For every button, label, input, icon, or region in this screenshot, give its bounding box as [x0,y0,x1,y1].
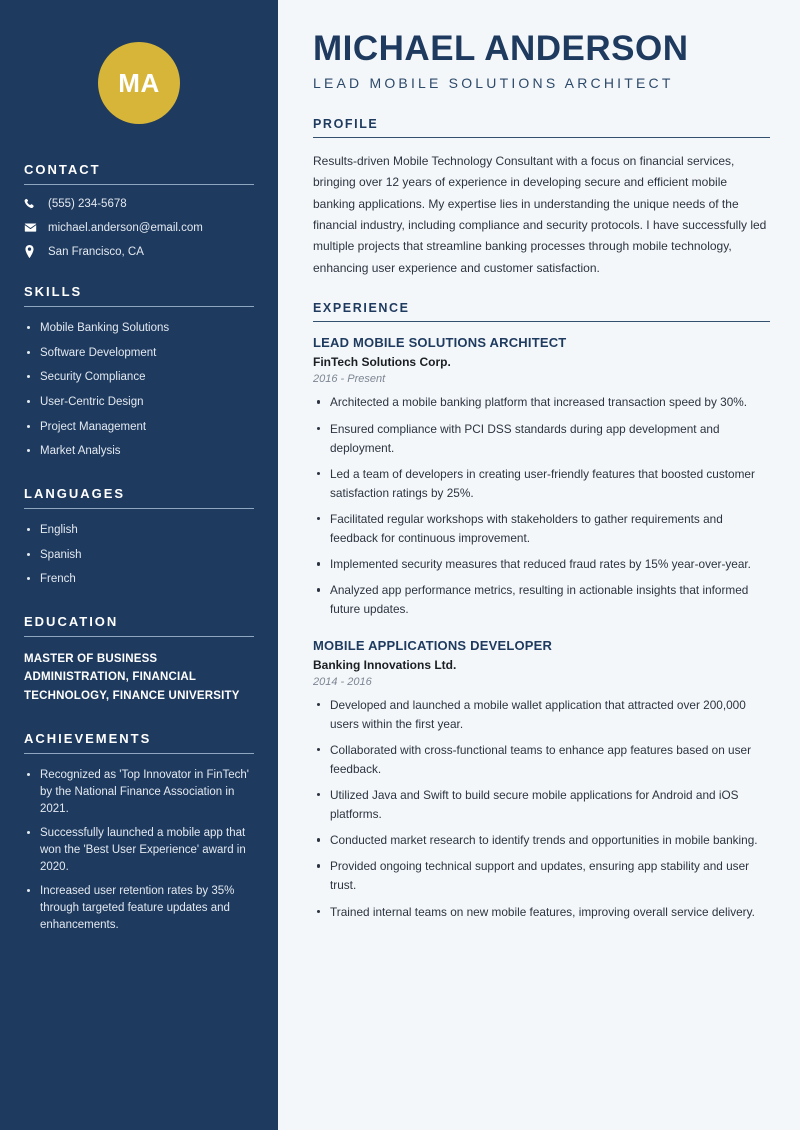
contact-list [24,198,254,258]
contact-item-phone[interactable] [24,198,254,210]
profile-divider [313,137,770,138]
education-divider [24,636,254,637]
education-section [0,614,278,705]
contact-divider [24,184,254,185]
contact-email-value: michael.anderson@email.com [48,221,203,234]
page-title: MICHAEL ANDERSON [313,29,689,68]
experience-divider [313,321,770,322]
sidebar [0,0,278,1130]
envelope-icon [24,221,41,234]
list-item: Led a team of developers in creating user-friendly features that boosted customer satisfaction ratings by 25%. [313,465,770,503]
education-heading: EDUCATION [24,614,119,630]
experience-section [313,301,770,922]
list-item: User-Centric Design [24,394,254,411]
languages-heading: LANGUAGES [24,486,126,502]
contact-section [0,162,278,258]
list-item: Implemented security measures that reduced fraud rates by 15% year-over-year. [313,555,770,574]
experience-entry [313,638,770,922]
profile-heading: PROFILE [313,116,379,131]
column-gap [278,0,285,1130]
experience-bullet-list [313,393,770,619]
list-item: Market Analysis [24,443,254,460]
profile-section [313,117,770,280]
list-item: Utilized Java and Swift to build secure mobile applications for Android and iOS platforms. [313,786,770,824]
contact-phone-value: (555) 234-5678 [48,198,127,210]
experience-dates: 2016 - Present [313,373,386,386]
list-item: Security Compliance [24,369,254,386]
professional-title: LEAD MOBILE SOLUTIONS ARCHITECT [313,74,674,91]
experience-dates: 2014 - 2016 [313,675,372,688]
achievements-divider [24,753,254,754]
contact-heading: CONTACT [24,162,101,177]
avatar-container [0,0,278,162]
education-entry: MASTER OF BUSINESS ADMINISTRATION, FINANCIAL TECHNOLOGY, FINANCE UNIVERSITY [24,653,240,702]
list-item: Architected a mobile banking platform that increased transaction speed by 30%. [313,393,770,412]
list-item: Recognized as 'Top Innovator in FinTech' by the National Finance Association in 2021. [24,767,254,817]
list-item: Conducted market research to identify trends and opportunities in mobile banking. [313,831,770,850]
list-item: Increased user retention rates by 35% through targeted feature updates and enhancements. [24,883,254,933]
list-item: English [24,522,254,539]
languages-divider [24,508,254,509]
list-item: Software Development [24,345,254,362]
list-item: Facilitated regular workshops with stakeholders to gather requirements and feedback for continuous improvement. [313,510,770,548]
skills-divider [24,306,254,307]
achievements-list [24,767,254,933]
experience-company: FinTech Solutions Corp. [313,355,451,370]
experience-bullet-list [313,696,770,922]
languages-list [24,522,254,588]
experience-heading: EXPERIENCE [313,301,410,316]
list-item: Analyzed app performance metrics, resulting in actionable insights that informed future updates. [313,581,770,619]
achievements-section [0,731,278,933]
list-item: Spanish [24,547,254,564]
location-pin-icon [24,245,41,258]
contact-location-value: San Francisco, CA [48,245,144,258]
list-item: Ensured compliance with PCI DSS standards during app development and deployment. [313,420,770,458]
list-item: Mobile Banking Solutions [24,320,254,337]
list-item: Trained internal teams on new mobile features, improving overall service delivery. [313,903,770,922]
skills-heading: SKILLS [24,284,83,299]
profile-text: Results-driven Mobile Technology Consultant with a focus on financial services, bringing over 12 years of experience in developing secure and efficient mobile banking applications. My expertise lies in understanding the unique needs of the financial industry, including compliance and security protocols. I have successfully led multiple projects that streamline banking processes through mobile technology, enhancing user experience and customer satisfaction. [313,153,767,275]
experience-role: MOBILE APPLICATIONS DEVELOPER [313,637,553,653]
contact-item-location[interactable] [24,245,254,258]
experience-company: Banking Innovations Ltd. [313,657,457,672]
list-item: Collaborated with cross-functional teams to enhance app features based on user feedback. [313,741,770,779]
main-content [285,0,800,1130]
skills-section [0,284,278,460]
skills-list [24,320,254,460]
list-item: Provided ongoing technical support and updates, ensuring app stability and user trust. [313,857,770,895]
list-item: Project Management [24,419,254,436]
list-item: Developed and launched a mobile wallet application that attracted over 200,000 users within the first year. [313,696,770,734]
avatar: MA [98,42,180,124]
languages-section [0,486,278,588]
contact-item-email[interactable] [24,221,254,234]
phone-icon [24,198,41,210]
list-item: Successfully launched a mobile app that won the 'Best User Experience' award in 2020. [24,825,254,875]
experience-entry [313,335,770,619]
achievements-heading: ACHIEVEMENTS [24,731,152,747]
experience-role: LEAD MOBILE SOLUTIONS ARCHITECT [313,335,567,351]
list-item: French [24,571,254,588]
